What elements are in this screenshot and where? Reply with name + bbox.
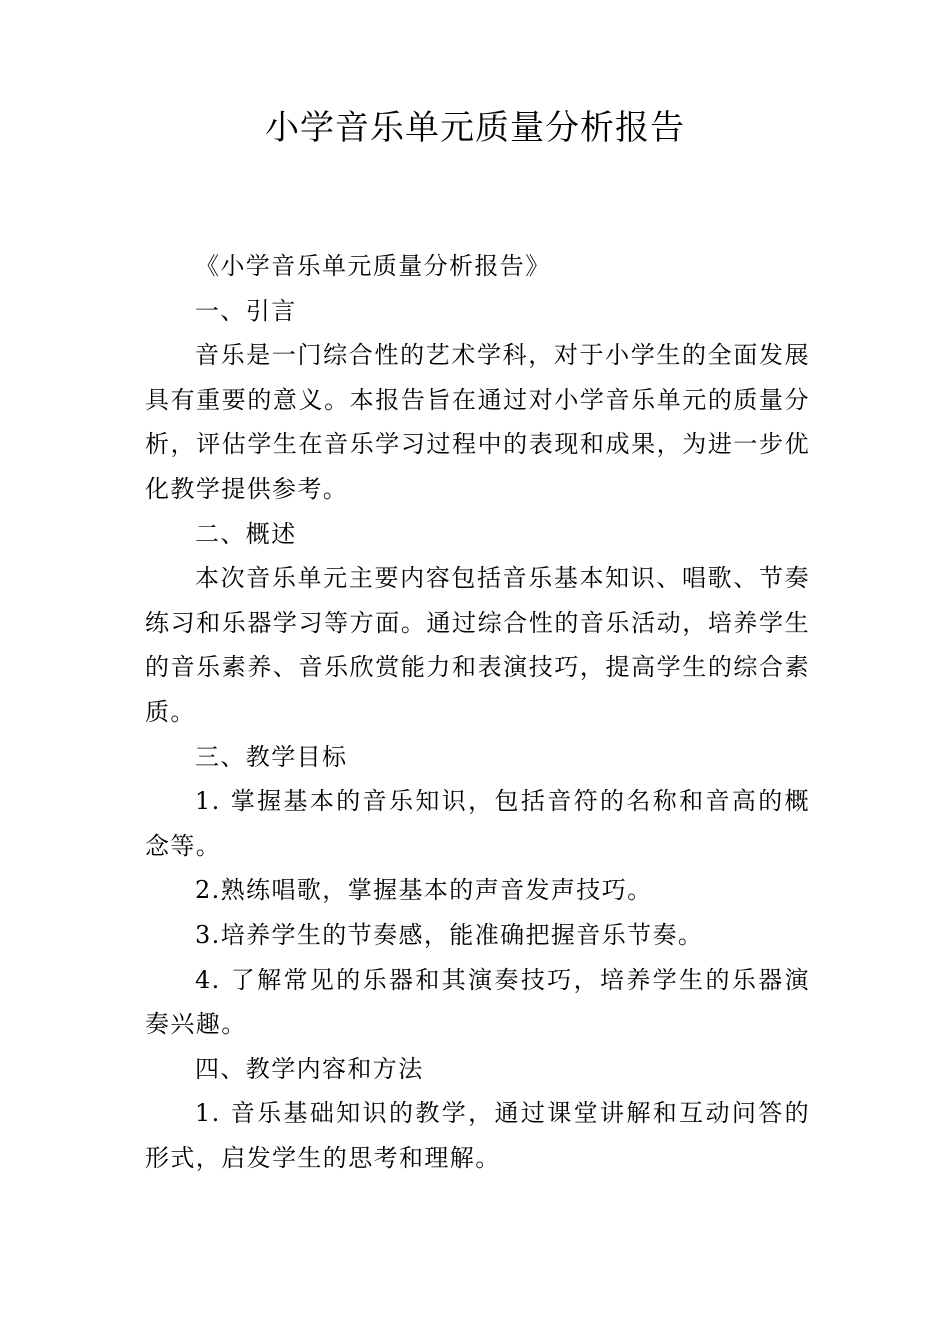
heading-content-methods: 四、教学内容和方法 [195,1054,424,1083]
goal-item-1: 1. 掌握基本的音乐知识，包括音符的名称和音高的概念等。 [145,787,810,860]
paragraph-overview: 本次音乐单元主要内容包括音乐基本知识、唱歌、节奏练习和乐器学习等方面。通过综合性的音乐活动，培养学生的音乐素养、音乐欣赏能力和表演技巧，提高学生的综合素质。 [145,564,810,726]
paragraph-book-title: 《小学音乐单元质量分析报告》 [195,252,551,280]
document-title: 小学音乐单元质量分析报告 [265,108,685,148]
heading-overview: 二、概述 [195,519,297,548]
goal-item-2: 2.熟练唱歌，掌握基本的声音发声技巧。 [195,876,653,905]
goal-item-4: 4. 了解常见的乐器和其演奏技巧，培养学生的乐器演奏兴趣。 [145,965,810,1039]
heading-teaching-goals: 三、教学目标 [195,742,348,771]
paragraph-introduction: 音乐是一门综合性的艺术学科，对于小学生的全面发展具有重要的意义。本报告旨在通过对小学音乐单元的质量分析，评估学生在音乐学习过程中的表现和成果，为进一步优化教学提供参考。 [145,341,810,503]
document-body [145,244,810,1180]
goal-item-3: 3.培养学生的节奏感，能准确把握音乐节奏。 [195,920,704,949]
method-item-1: 1. 音乐基础知识的教学，通过课堂讲解和互动问答的形式，启发学生的思考和理解。 [145,1099,810,1172]
heading-introduction: 一、引言 [195,296,297,325]
